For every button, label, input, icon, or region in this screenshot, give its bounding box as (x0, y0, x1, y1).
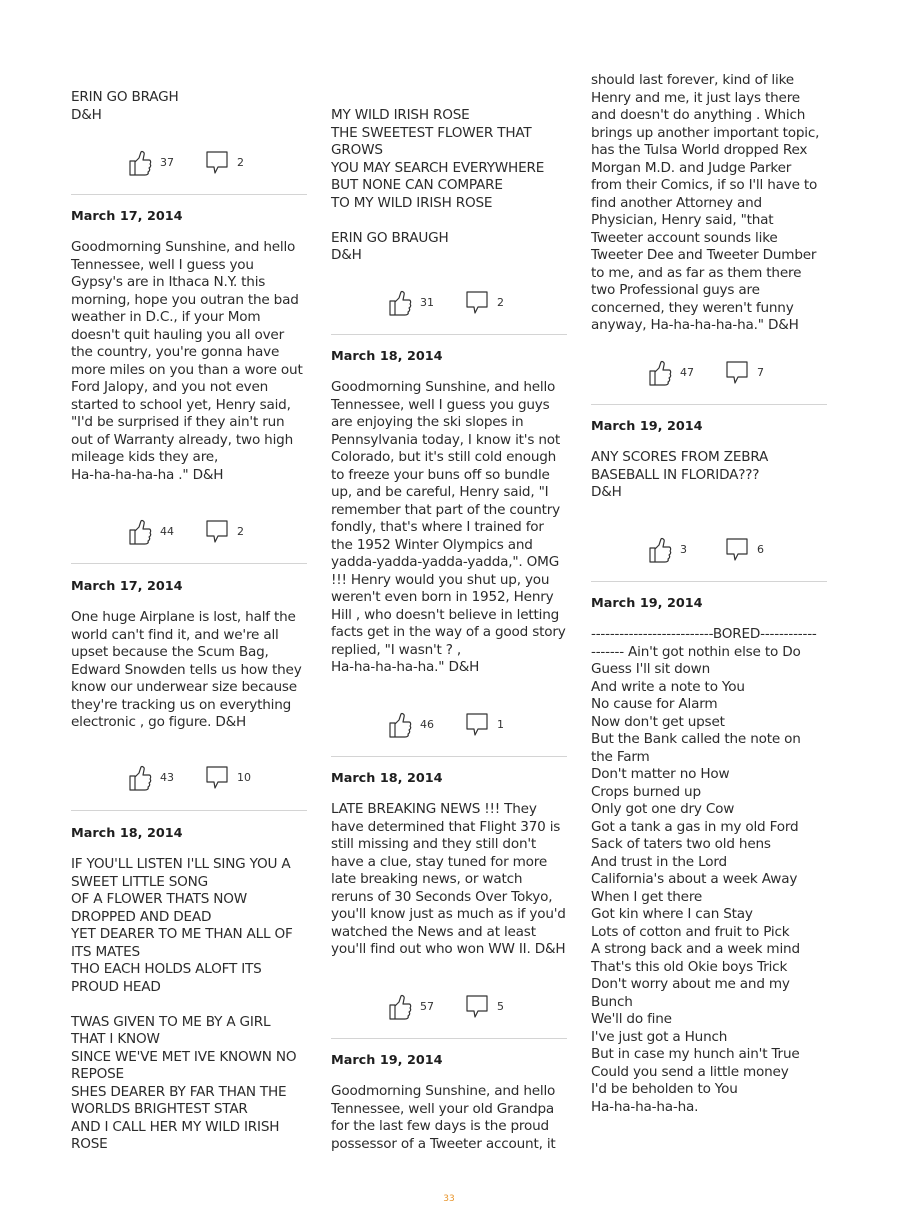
like-count: 3 (680, 543, 687, 556)
post-stats (71, 518, 307, 548)
post-stats (591, 536, 827, 566)
comment-count: 2 (237, 525, 244, 538)
comment-icon[interactable] (464, 711, 490, 739)
comment-count: 7 (757, 366, 764, 379)
comment-count: 6 (757, 543, 764, 556)
thumbs-up-icon[interactable] (387, 289, 413, 317)
comment-icon[interactable] (204, 149, 230, 177)
thumbs-up-icon[interactable] (127, 149, 153, 177)
comment-count: 5 (497, 1000, 504, 1013)
comment-icon[interactable] (464, 993, 490, 1021)
comment-icon[interactable] (204, 518, 230, 546)
like-count: 46 (420, 718, 434, 731)
post-body: LATE BREAKING NEWS !!! They have determined that Flight 370 is still missing and they still don't have a clue, stay tuned for more late breaking news, or watch reruns of 30 Seconds Over Tokyo, you'll know just as much as if you'd watched the News and at least you'll find out who won WW II. D&H (331, 801, 566, 957)
divider (591, 404, 827, 405)
post-body: Goodmorning Sunshine, and hello Tennessee, well I guess you guys are enjoying the ski slopes in Pennsylvania today, I know it's not Colorado, but it's still cold enough to freeze your buns off so bundle up, and be careful, Henry said, "I remember that part of the country fondly, that's where I trained for the 1952 Winter Olympics and yadda-yadda-yadda-yadda,". OMG !!! Henry would you shut up, you weren't even born in 1952, Henry Hill , who doesn't believe in letting facts get in the way of a good story replied, "I wasn't ? , Ha-ha-ha-ha-ha." D&H (331, 379, 566, 675)
thumbs-up-icon[interactable] (387, 993, 413, 1021)
divider (331, 334, 567, 335)
comment-icon[interactable] (464, 289, 490, 317)
post-body: ERIN GO BRAGH D&H (71, 89, 179, 123)
post-body: ANY SCORES FROM ZEBRA BASEBALL IN FLORIDA??? D&H (591, 449, 769, 500)
post-stats (591, 359, 827, 389)
comment-count: 1 (497, 718, 504, 731)
comment-icon[interactable] (724, 359, 750, 387)
post-date: March 17, 2014 (71, 579, 183, 594)
post-body: MY WILD IRISH ROSE THE SWEETEST FLOWER THAT GROWS YOU MAY SEARCH EVERYWHERE BUT NONE CAN COMPARE TO MY WILD IRISH ROSE ERIN GO BRAUGH D&H (331, 107, 545, 263)
post-stats (71, 149, 307, 179)
post-body: Goodmorning Sunshine, and hello Tennessee, well your old Grandpa for the last few days is the proud possessor of a Tweeter account, it (331, 1083, 556, 1152)
post-body: One huge Airplane is lost, half the world can't find it, and we're all upset because the Scum Bag, Edward Snowden tells us how they know our underwear size because they're tracking us on everything electronic , go figure. D&H (71, 609, 302, 730)
post-stats (331, 289, 567, 319)
thumbs-up-icon[interactable] (127, 518, 153, 546)
page-number: 33 (443, 1194, 455, 1204)
thumbs-up-icon[interactable] (647, 359, 673, 387)
like-count: 31 (420, 296, 434, 309)
post-date: March 19, 2014 (331, 1053, 443, 1068)
like-count: 44 (160, 525, 174, 538)
divider (331, 756, 567, 757)
like-count: 47 (680, 366, 694, 379)
column-1 (71, 0, 307, 1170)
post-stats (331, 711, 567, 741)
divider (591, 581, 827, 582)
post-body: Goodmorning Sunshine, and hello Tennessee, well I guess you Gypsy's are in Ithaca N.Y. this morning, hope you outran the bad weather in D.C., if your Mom doesn't quit hauling you all over the country, you're gonna have more miles on you than a wore out Ford Jalopy, and you not even started to school yet, Henry said, "I'd be surprised if they ain't run out of Warranty already, two high mileage kids they are, Ha-ha-ha-ha-ha ." D&H (71, 239, 303, 483)
comment-count: 2 (237, 156, 244, 169)
divider (331, 1038, 567, 1039)
thumbs-up-icon[interactable] (647, 536, 673, 564)
comment-count: 10 (237, 771, 251, 784)
post-date: March 17, 2014 (71, 209, 183, 224)
like-count: 57 (420, 1000, 434, 1013)
thumbs-up-icon[interactable] (387, 711, 413, 739)
column-2 (331, 0, 567, 1170)
post-body: should last forever, kind of like Henry and me, it just lays there and doesn't do anything . Which brings up another important topic, has the Tulsa World dropped Rex Morgan M.D. and Judge Parker from their Comics, if so I'll have to find another Attorney and Physician, Henry said, "that Tweeter account sounds like Tweeter Dee and Tweeter Dumber to me, and as far as them there two Professional guys are concerned, they weren't funny anyway, Ha-ha-ha-ha-ha." D&H (591, 72, 820, 333)
comment-icon[interactable] (204, 764, 230, 792)
like-count: 37 (160, 156, 174, 169)
post-body: IF YOU'LL LISTEN I'LL SING YOU A SWEET LITTLE SONG OF A FLOWER THATS NOW DROPPED AND DEAD YET DEARER TO ME THAN ALL OF ITS MATES THO EACH HOLDS ALOFT ITS PROUD HEAD TWAS GIVEN TO ME BY A GIRL THAT I KNOW SINCE WE'VE MET IVE KNOWN NO REPOSE SHES DEARER BY FAR THAN THE WORLDS BRIGHTEST STAR AND I CALL HER MY WILD IRISH ROSE (71, 856, 297, 1152)
divider (71, 810, 307, 811)
post-body: --------------------------BORED------------ ------- Ain't got nothin else to Do Guess I'll sit down And write a note to You No cause for Alarm Now don't get upset But the Bank called the note on the Farm Don't matter no How Crops burned up Only got one dry Cow Got a tank a gas in my old Ford Sack of taters two old hens And trust in the Lord California's about a week Away When I get there Got kin where I can Stay Lots of cotton and fruit to Pick A strong back and a week mind That's this old Okie boys Trick Don't worry about me and my Bunch We'll do fine I've just got a Hunch But in case my hunch ain't True Could you send a little money I'd be beholden to You Ha-ha-ha-ha-ha. (591, 626, 817, 1115)
post-stats (331, 993, 567, 1023)
post-stats (71, 764, 307, 794)
divider (71, 563, 307, 564)
thumbs-up-icon[interactable] (127, 764, 153, 792)
column-3 (591, 0, 827, 1170)
like-count: 43 (160, 771, 174, 784)
comment-count: 2 (497, 296, 504, 309)
post-date: March 19, 2014 (591, 596, 703, 611)
divider (71, 194, 307, 195)
comment-icon[interactable] (724, 536, 750, 564)
post-date: March 18, 2014 (331, 349, 443, 364)
post-date: March 18, 2014 (331, 771, 443, 786)
post-date: March 18, 2014 (71, 826, 183, 841)
post-date: March 19, 2014 (591, 419, 703, 434)
